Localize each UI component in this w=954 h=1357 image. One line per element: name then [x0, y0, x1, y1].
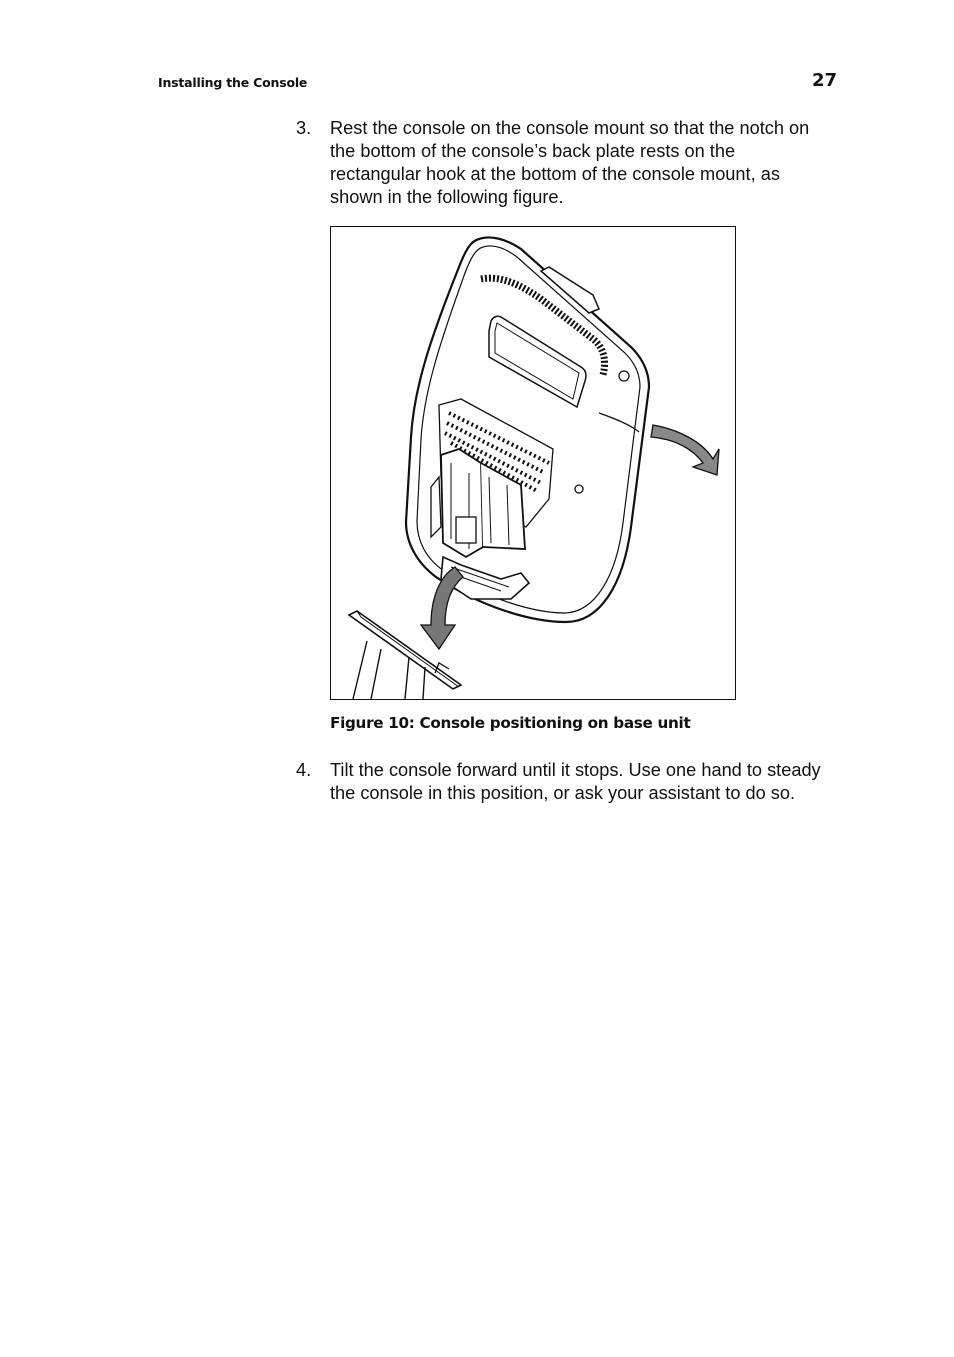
figure-caption: Figure 10: Console positioning on base unit	[330, 714, 691, 732]
page-number: 27	[812, 70, 838, 91]
step-3	[296, 117, 826, 209]
step-number: 3.	[296, 118, 312, 138]
step-4	[296, 759, 826, 805]
step-text: Rest the console on the console mount so that the notch on the bottom of the console’s back plate rests on the rectangular hook at the bottom of the console mount, as shown in the following figure.	[330, 118, 810, 207]
console-mount-illustration	[331, 227, 735, 699]
step-text: Tilt the console forward until it stops. Use one hand to steady the console in this position, or ask your assistant to do so.	[330, 760, 821, 803]
step-number: 4.	[296, 760, 312, 780]
running-header: Installing the Console	[158, 75, 308, 90]
figure-console-positioning	[330, 226, 736, 700]
